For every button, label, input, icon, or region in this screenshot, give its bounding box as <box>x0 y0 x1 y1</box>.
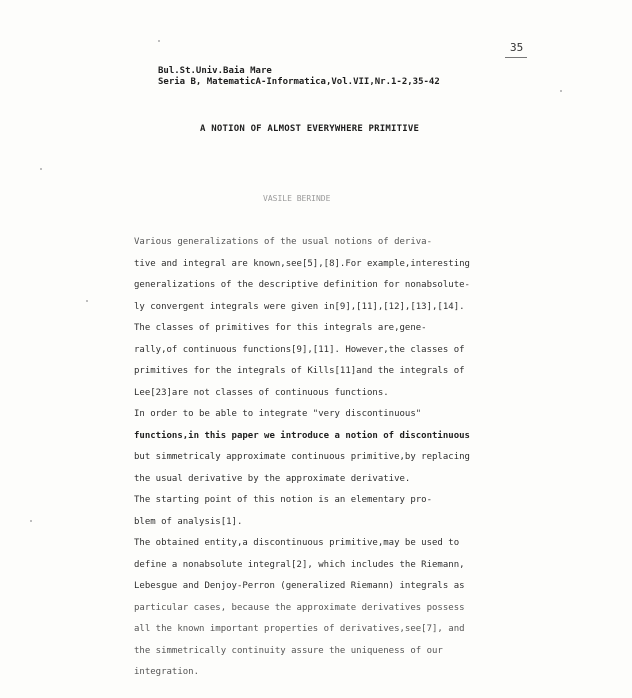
page-number: 35 <box>510 41 524 54</box>
scan-speck <box>86 300 88 302</box>
body-line: the simmetrically continuity assure the uniqueness of our <box>134 645 443 656</box>
scan-speck <box>30 520 32 522</box>
journal-line-1: Bul.St.Univ.Baia Mare <box>158 66 272 76</box>
body-line: The obtained entity,a discontinuous primitive,may be used to <box>134 538 460 548</box>
body-line: Lebesgue and Denjoy-Perron (generalized Riemann) integrals as <box>134 581 465 591</box>
paper-title: A NOTION OF ALMOST EVERYWHERE PRIMITIVE <box>200 124 420 134</box>
body-line: rally,of continuous functions[9],[11]. However,the classes of <box>134 344 465 355</box>
body-line: all the known important properties of derivatives,see[7], and <box>134 624 465 634</box>
body-line: primitives for the integrals of Kills[11]and the integrals of <box>134 366 465 376</box>
body-line: The classes of primitives for this integrals are,gene- <box>134 323 427 333</box>
journal-line-2: Seria B, MatematicA-Informatica,Vol.VII,Nr.1-2,35-42 <box>158 77 440 87</box>
body-line: define a nonabsolute integral[2], which includes the Riemann, <box>134 559 465 570</box>
body-line: Lee[23]are not classes of continuous functions. <box>134 387 389 398</box>
body-line: Various generalizations of the usual notions of deriva- <box>134 237 433 247</box>
body-line: generalizations of the descriptive definition for nonabsolute- <box>134 280 470 290</box>
body-line: In order to be able to integrate "very discontinuous" <box>134 409 422 419</box>
scan-speck <box>40 168 42 170</box>
scan-speck <box>158 40 160 42</box>
body-line: particular cases, because the approximate derivatives possess <box>134 602 465 613</box>
scan-speck <box>560 90 562 92</box>
body-line: tive and integral are known,see[5],[8].For example,interesting <box>134 258 470 269</box>
body-line: functions,in this paper we introduce a notion of discontinuous <box>134 430 470 441</box>
body-line: the usual derivative by the approximate derivative. <box>134 473 411 484</box>
body-line: integration. <box>134 667 200 677</box>
header-rule <box>505 57 527 58</box>
body-text <box>134 232 512 684</box>
body-line: The starting point of this notion is an elementary pro- <box>134 495 433 505</box>
body-line: but simmetricaly approximate continuous primitive,by replacing <box>134 452 470 462</box>
paper-author: VASILE BERINDE <box>263 194 331 203</box>
journal-citation <box>158 66 440 88</box>
body-line: ly convergent integrals were given in[9],[11],[12],[13],[14]. <box>134 301 465 312</box>
body-line: blem of analysis[1]. <box>134 516 243 527</box>
